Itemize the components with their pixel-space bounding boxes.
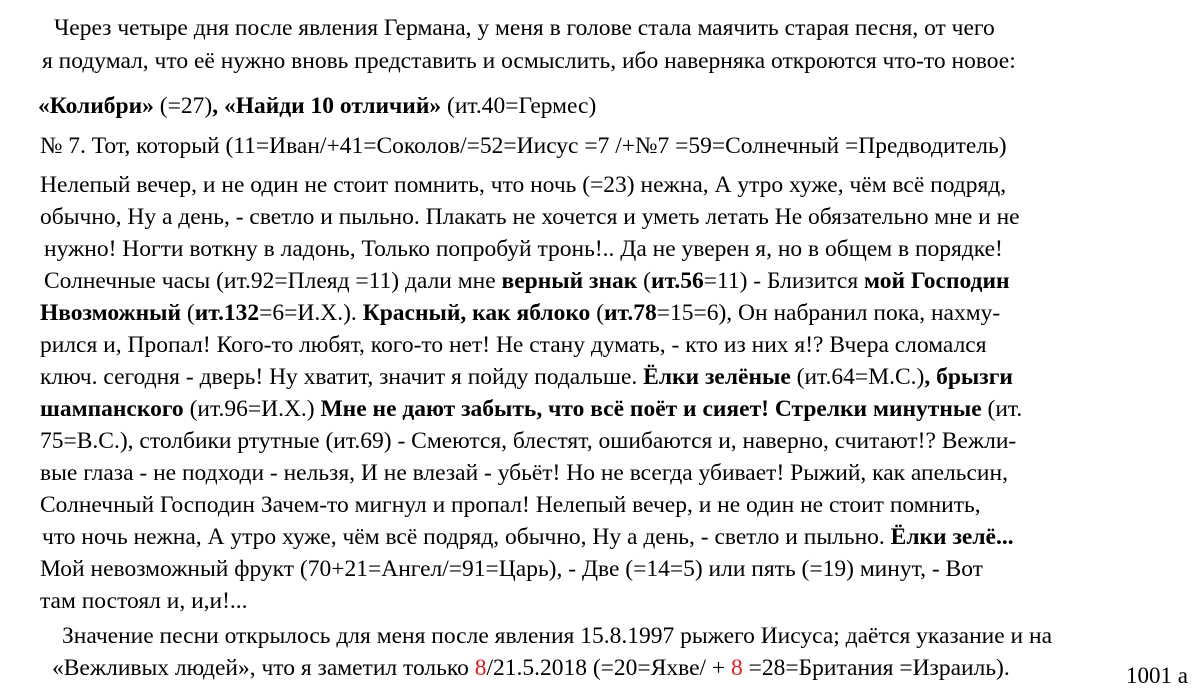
- bold-phrase: Красный, как яблоко: [362, 300, 591, 326]
- text-span: (: [590, 300, 605, 326]
- text-span: что ночь нежна, А утро хуже, чём всё подряд, обычно, Ну а день, - светло и пыльно.: [42, 524, 891, 550]
- bold-phrase: шампанского: [40, 396, 184, 422]
- highlight-number: 8: [474, 655, 487, 681]
- bold-phrase: Ёлки зелё...: [890, 524, 1014, 550]
- bold-phrase: мой Господин: [864, 268, 1010, 294]
- text-span: =11) - Близится: [703, 268, 865, 294]
- bold-phrase: Нвозможный: [40, 300, 181, 326]
- bold-phrase: , брызги: [924, 364, 1013, 390]
- lyrics-line-m: Мой невозможный фрукт (70+21=Ангел/=91=Царь), - Две (=14=5) или пять (=19) минут, - Вот: [40, 556, 983, 582]
- text-span: =15=6), Он набранил пока, нахму-: [656, 300, 1001, 326]
- song-number-line: № 7. Тот, который (11=Иван/+41=Соколов/=52=Иисус =7 /+№7 =59=Солнечный =Предводитель): [40, 133, 1007, 159]
- lyrics-line-h: [40, 393, 1022, 426]
- lyrics-line-i: 75=В.С.), столбики ртутные (ит.69) - Смеются, блестят, ошибаются и, наверно, считают!? Вежли-: [40, 428, 1017, 454]
- lyrics-line-j: вые глаза - не подходи - нельзя, И не влезай - убьёт! Но не всегда убивает! Рыжий, как апельсин,: [40, 460, 1008, 486]
- text-span: (ит.64=М.С.): [790, 364, 925, 390]
- text-span: /21.5.2018 (=20=Яхве/ +: [486, 655, 732, 681]
- lyrics-line-b: обычно, Ну а день, - светло и пыльно. Плакать не хочется и уметь летать Не обязательно мне и не: [40, 204, 1020, 230]
- conclusion-line-2: [52, 652, 1010, 685]
- bold-phrase: ит.132: [194, 300, 260, 326]
- lyrics-line-a: Нелепый вечер, и не один не стоит помнить, что ночь (=23) нежна, А утро хуже, чём всё подряд,: [40, 172, 1007, 198]
- heading-value-1: (=27): [153, 93, 213, 119]
- text-span: (: [181, 300, 195, 326]
- lyrics-line-e: [40, 297, 1000, 330]
- song-heading: [38, 90, 596, 123]
- text-span: (ит.96=И.Х.): [183, 396, 321, 422]
- bold-phrase: Мне не дают забыть, что всё поёт и сияет! Стрелки минутные: [320, 396, 982, 422]
- bold-phrase: верный знак: [501, 268, 638, 294]
- text-span: ключ. сегодня - дверь! Ну хватит, значит я пойду подальше.: [40, 364, 644, 390]
- lyrics-line-d: [44, 265, 1010, 298]
- lyrics-line-g: [40, 361, 1013, 394]
- conclusion-line-1: Значение песни открылось для меня после явления 15.8.1997 рыжего Иисуса; даётся указание и на: [62, 623, 1053, 649]
- intro-line-2: я подумал, что её нужно вновь представить и осмыслить, ибо наверняка откроются что-то новое:: [42, 48, 1016, 74]
- lyrics-line-n: там постоял и, и,и!...: [40, 588, 248, 614]
- text-span: =28=Британия =Израиль).: [742, 655, 1010, 681]
- page-number: 1001 а: [1126, 663, 1188, 688]
- bold-phrase: Ёлки зелёные: [643, 364, 791, 390]
- lyrics-line-l: [42, 521, 1014, 554]
- heading-value-2: (ит.40=Гермес): [441, 93, 597, 119]
- heading-title-1: «Колибри»: [38, 93, 154, 119]
- text-span: Солнечные часы (ит.92=Плеяд =11) дали мне: [44, 268, 502, 294]
- text-span: =6=И.Х.).: [259, 300, 363, 326]
- lyrics-line-c: нужно! Ногти воткну в ладонь, Только попробуй тронь!.. Да не уверен я, но в общем в порядке!: [44, 236, 1003, 262]
- lyrics-line-k: Солнечный Господин Зачем-то мигнул и пропал! Нелепый вечер, и не один не стоит помнить,: [40, 492, 981, 518]
- heading-title-2: , «Найди 10 отличий»: [212, 93, 442, 119]
- lyrics-line-f: рился и, Пропал! Кого-то любят, кого-то нет! Не стану думать, - кто из них я!? Вчера сломался: [40, 332, 987, 358]
- text-span: (ит.: [981, 396, 1023, 422]
- highlight-number: 8: [731, 655, 743, 681]
- text-span: «Вежливых людей», что я заметил только: [52, 655, 475, 681]
- text-span: (: [637, 268, 651, 294]
- bold-phrase: ит.78: [604, 300, 657, 326]
- bold-phrase: ит.56: [651, 268, 704, 294]
- intro-line-1: Через четыре дня после явления Германа, у меня в голове стала маячить старая песня, от чего: [54, 15, 995, 41]
